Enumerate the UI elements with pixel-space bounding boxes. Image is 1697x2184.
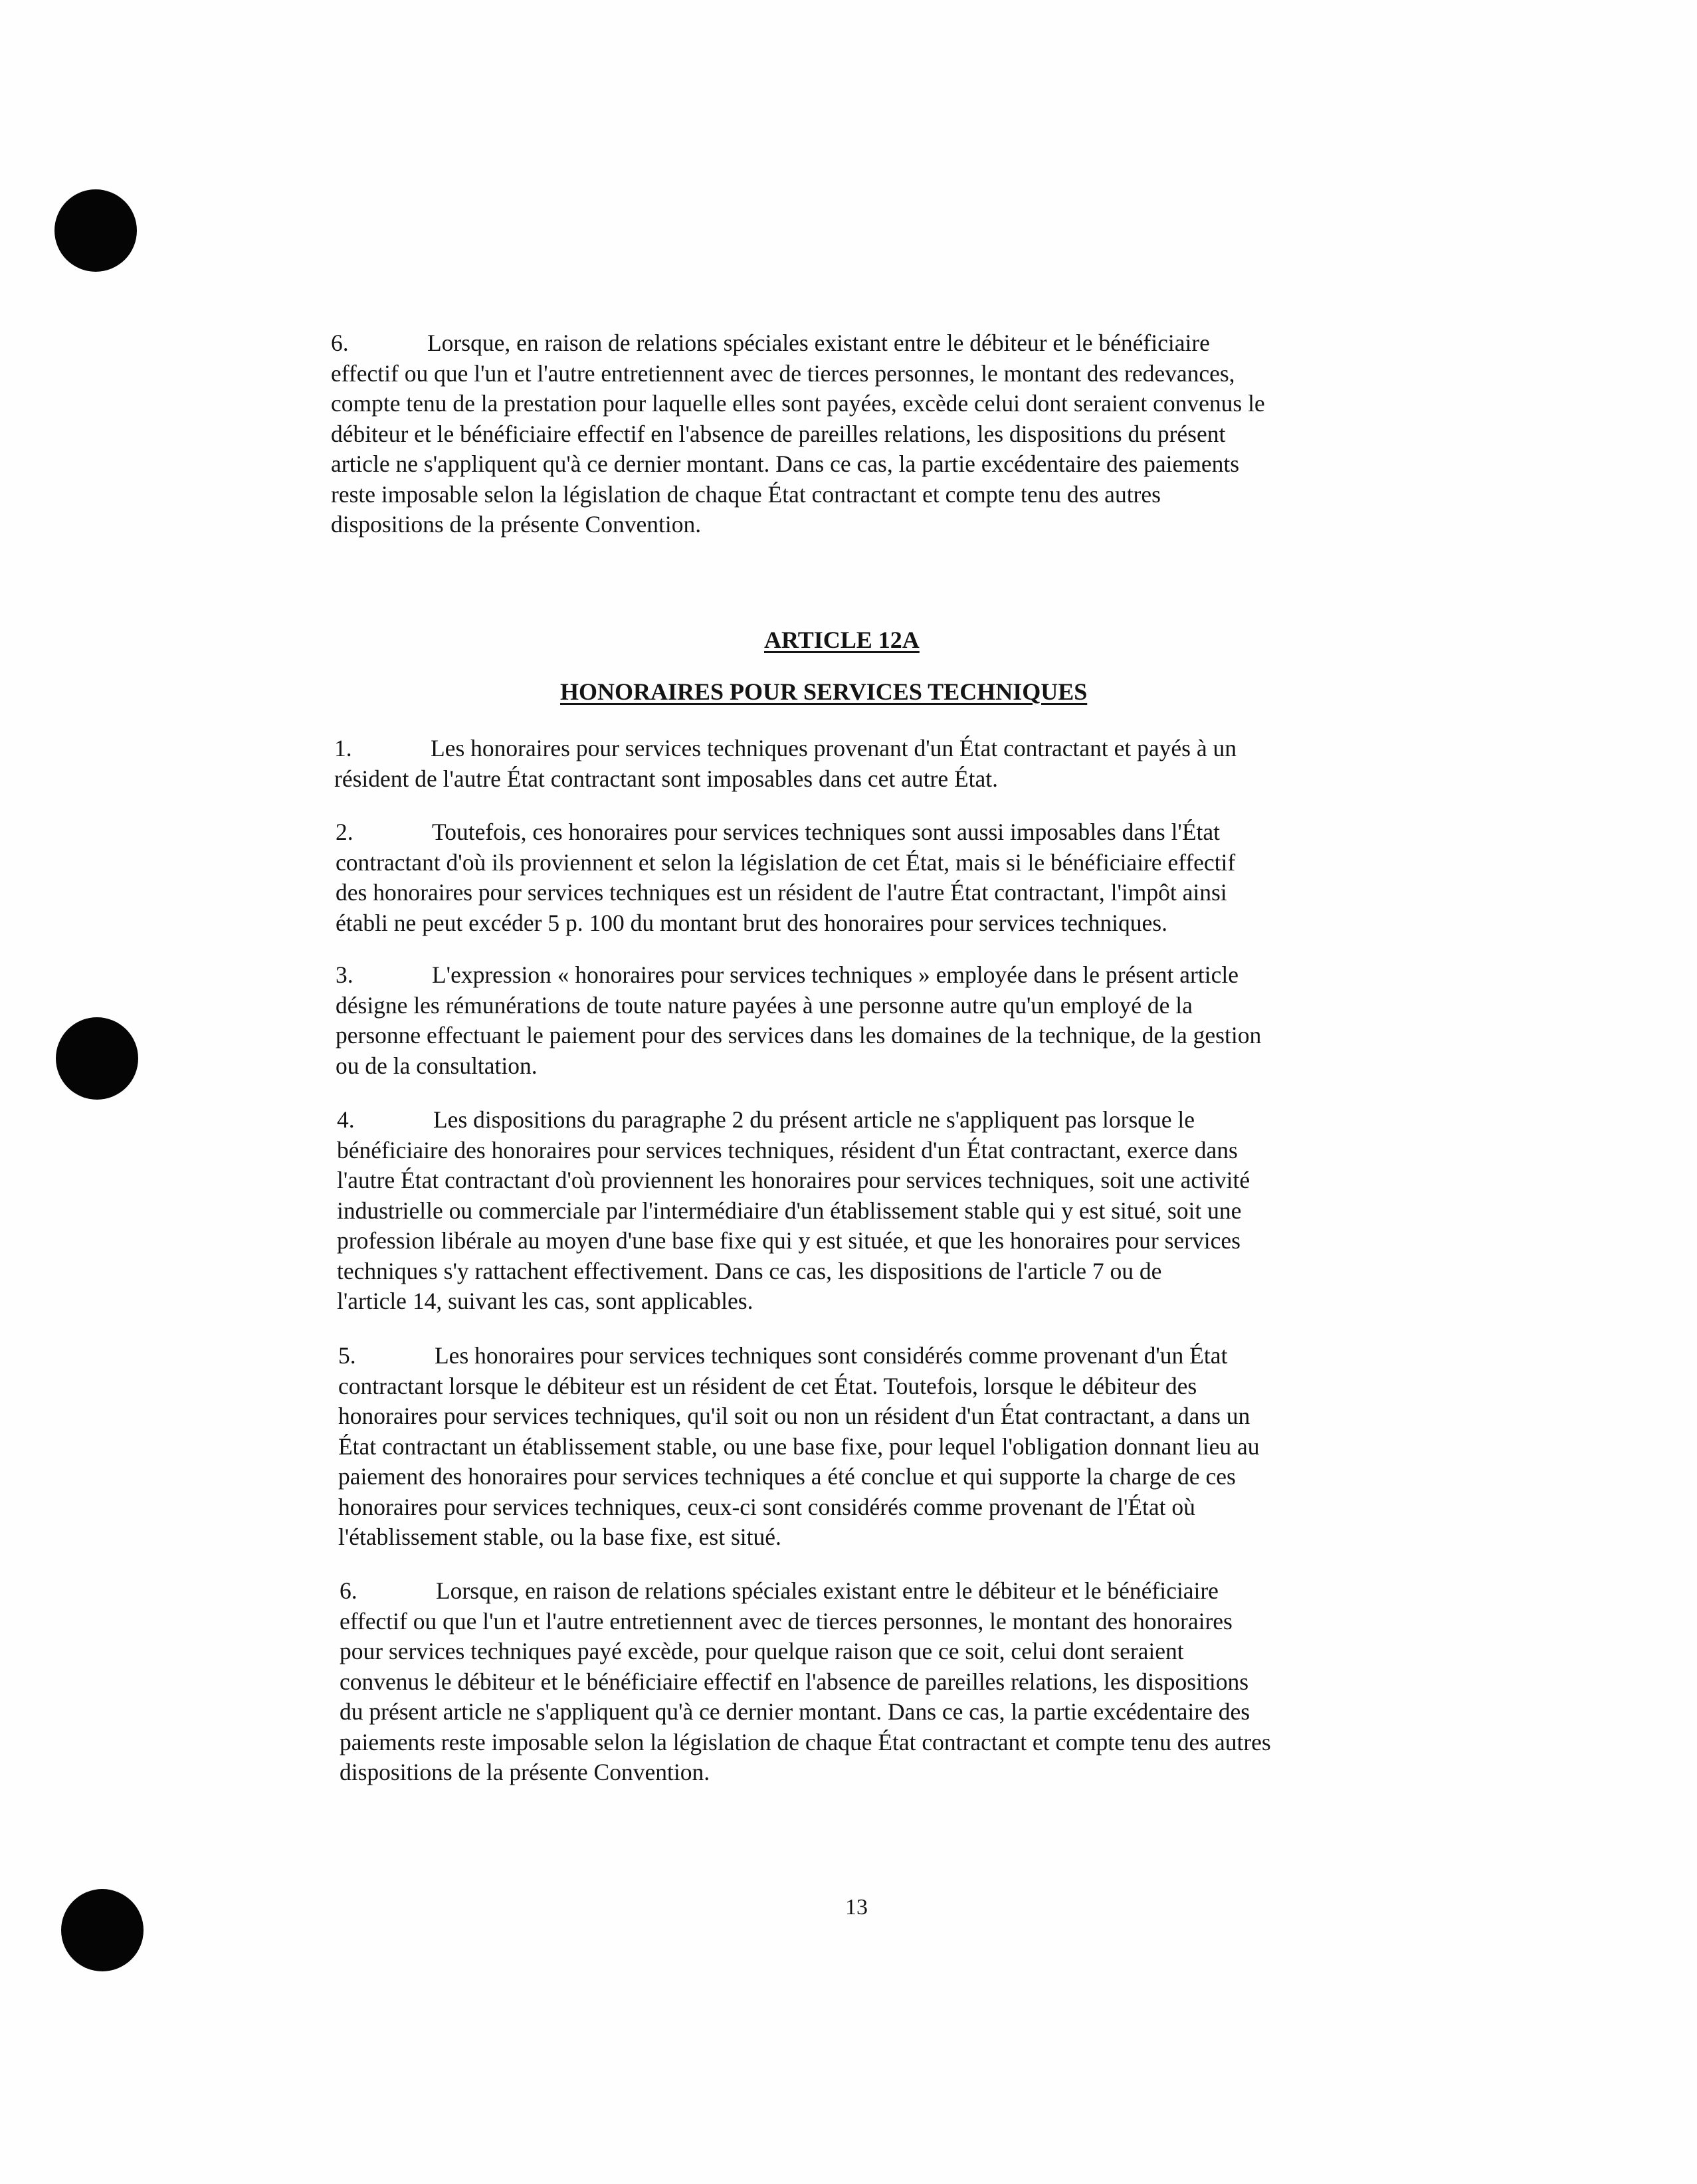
paragraph-line: 2. Toutefois, ces honoraires pour services techniques sont aussi imposables dans l'État — [336, 817, 1235, 848]
paragraph-line: dispositions de la présente Convention. — [331, 511, 702, 538]
article-paragraph-6 — [340, 1576, 1271, 1788]
article-paragraph-1 — [334, 734, 1237, 794]
paragraph-line: établi ne peut excéder 5 p. 100 du montant brut des honoraires pour services techniques. — [336, 909, 1167, 936]
paragraph-line: reste imposable selon la législation de chaque État contractant et compte tenu des autres — [331, 480, 1161, 508]
paragraph-line: effectif ou que l'un et l'autre entretiennent avec de tierces personnes, le montant des honoraires — [340, 1607, 1233, 1635]
paragraph-line: l'établissement stable, ou la base fixe, est situé. — [338, 1524, 781, 1550]
paragraph-line: profession libérale au moyen d'une base fixe qui y est située, et que les honoraires pour services — [337, 1227, 1241, 1254]
paragraph-number: 5. — [338, 1342, 356, 1369]
paragraph-line: contractant lorsque le débiteur est un résident de cet État. Toutefois, lorsque le débiteur des — [338, 1372, 1197, 1399]
paragraph-line: pour services techniques payé excède, pour quelque raison que ce soit, celui dont seraient — [340, 1638, 1184, 1664]
paragraph-line: du présent article ne s'appliquent qu'à ce dernier montant. Dans ce cas, la partie excédentaire des — [340, 1698, 1250, 1725]
paragraph-line: 4. Les dispositions du paragraphe 2 du présent article ne s'appliquent pas lorsque le — [337, 1105, 1250, 1136]
paragraph-line: 6. Lorsque, en raison de relations spéciales existant entre le débiteur et le bénéficiaire — [331, 328, 1265, 359]
paragraph-number: 2. — [336, 819, 353, 845]
paragraph-line: des honoraires pour services techniques est un résident de l'autre État contractant, l'impôt ainsi — [336, 879, 1227, 906]
paragraph-line: l'article 14, suivant les cas, sont applicables. — [337, 1288, 753, 1314]
paragraph-line: 5. Les honoraires pour services techniques sont considérés comme provenant d'un État — [338, 1341, 1260, 1371]
paragraph-line: 6. Lorsque, en raison de relations spéciales existant entre le débiteur et le bénéficiaire — [340, 1576, 1271, 1607]
paragraph-number: 6. — [331, 330, 349, 356]
paragraph-line: bénéficiaire des honoraires pour services techniques, résident d'un État contractant, exerce dans — [337, 1136, 1238, 1163]
paragraph-line: État contractant un établissement stable, ou une base fixe, pour lequel l'obligation donnant lieu au — [338, 1433, 1260, 1460]
paragraph-line: débiteur et le bénéficiaire effectif en l'absence de pareilles relations, les dispositions du présent — [331, 420, 1226, 447]
paragraph-number: 6. — [340, 1577, 357, 1604]
paragraph-line: désigne les rémunérations de toute nature payées à une personne autre qu'un employé de la — [336, 991, 1193, 1019]
paragraph-line: paiements reste imposable selon la législation de chaque État contractant et compte tenu des autres — [340, 1728, 1271, 1755]
punch-hole-middle — [56, 1017, 138, 1100]
paragraph-line: industrielle ou commerciale par l'intermédiaire d'un établissement stable qui y est situé, soit une — [337, 1197, 1242, 1224]
paragraph-line: effectif ou que l'un et l'autre entretiennent avec de tierces personnes, le montant des redevances, — [331, 359, 1235, 387]
paragraph-line: résident de l'autre État contractant sont imposables dans cet autre État. — [334, 765, 999, 792]
punch-hole-top — [54, 189, 137, 272]
paragraph-line: techniques s'y rattachent effectivement. Dans ce cas, les dispositions de l'article 7 ou de — [337, 1257, 1162, 1284]
paragraph-line: 3. L'expression « honoraires pour services techniques » employée dans le présent article — [336, 960, 1261, 991]
paragraph-line: honoraires pour services techniques, ceux-ci sont considérés comme provenant de l'État où — [338, 1493, 1195, 1520]
paragraph-number: 3. — [336, 961, 353, 988]
paragraph-number: 4. — [337, 1106, 355, 1133]
paragraph-line: convenus le débiteur et le bénéficiaire effectif en l'absence de pareilles relations, les dispositions — [340, 1668, 1249, 1695]
article-paragraph-5 — [338, 1341, 1260, 1553]
article-title-heading: HONORAIRES POUR SERVICES TECHNIQUES — [560, 678, 1088, 705]
paragraph-line: honoraires pour services techniques, qu'il soit ou non un résident d'un État contractant, a dans un — [338, 1403, 1250, 1429]
paragraph-line: ou de la consultation. — [336, 1052, 538, 1079]
paragraph-line: article ne s'appliquent qu'à ce dernier montant. Dans ce cas, la partie excédentaire des paiements — [331, 450, 1240, 477]
paragraph-line: compte tenu de la prestation pour laquelle elles sont payées, excède celui dont seraient convenus le — [331, 390, 1265, 417]
article-paragraph-2 — [336, 817, 1235, 938]
paragraph-line: dispositions de la présente Convention. — [340, 1759, 710, 1785]
paragraph-line: contractant d'où ils proviennent et selon la législation de cet État, mais si le bénéficiaire effectif — [336, 848, 1236, 876]
article-paragraph-3 — [336, 960, 1261, 1081]
paragraph-line: paiement des honoraires pour services techniques a été conclue et qui supporte la charge de ces — [338, 1463, 1236, 1490]
paragraph-line: personne effectuant le paiement pour des services dans les domaines de la technique, de la gestion — [336, 1022, 1262, 1048]
previous-article-paragraph-6 — [331, 328, 1265, 540]
paragraph-line: 1. Les honoraires pour services techniques provenant d'un État contractant et payés à un — [334, 734, 1237, 764]
article-number-heading: ARTICLE 12A — [764, 627, 920, 653]
paragraph-number: 1. — [334, 735, 352, 761]
page-number: 13 — [845, 1895, 868, 1920]
paragraph-line: l'autre État contractant d'où proviennent les honoraires pour services techniques, soit une activité — [337, 1167, 1250, 1193]
punch-hole-bottom — [61, 1889, 144, 1971]
article-paragraph-4 — [337, 1105, 1250, 1317]
